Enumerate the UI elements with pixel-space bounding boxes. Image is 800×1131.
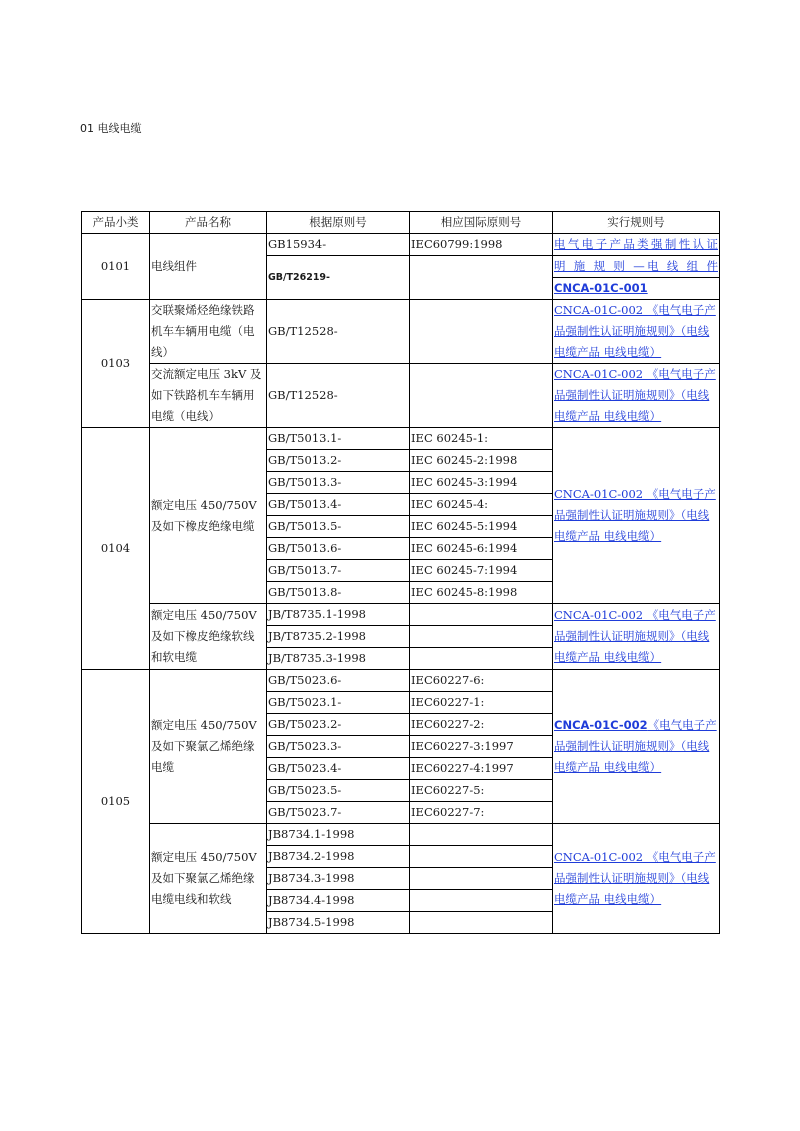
gb-standard: GB/T12528- <box>267 300 410 364</box>
product-name: 电线组件 <box>150 234 267 300</box>
header-rule: 实行规则号 <box>553 212 720 234</box>
gb-standard: GB/T5013.5- <box>267 516 410 538</box>
gb-standard: GB15934- <box>267 234 410 256</box>
iec-standard <box>410 364 553 428</box>
table-header-row <box>82 212 720 234</box>
table-row <box>82 234 720 256</box>
header-product-name: 产品名称 <box>150 212 267 234</box>
gb-standard: GB/T5023.4- <box>267 758 410 780</box>
gb-standard: GB/T5023.3- <box>267 736 410 758</box>
gb-standard: GB/T5013.7- <box>267 560 410 582</box>
header-category: 产品小类 <box>82 212 150 234</box>
rule-link[interactable]: CNCA-01C-002 《电气电子产品强制性认证明施规则》（电线电缆产品 电线电缆） <box>554 487 716 543</box>
iec-standard: IEC60227-2: <box>410 714 553 736</box>
product-standards-table <box>81 211 720 934</box>
iec-standard: IEC60227-5: <box>410 780 553 802</box>
rule-link[interactable]: 电气电子产品类强制性认证 <box>554 237 718 251</box>
rule-link[interactable]: CNCA-01C-002 《电气电子产品强制性认证明施规则》（电线电缆产品 电线电缆） <box>554 303 716 359</box>
iec-standard: IEC 60245-6:1994 <box>410 538 553 560</box>
iec-standard: IEC60799:1998 <box>410 234 553 256</box>
iec-standard: IEC60227-7: <box>410 802 553 824</box>
product-name: 交联聚烯烃绝缘铁路机车车辆用电缆（电线） <box>150 300 267 364</box>
product-name: 额定电压 450/750V 及如下橡皮绝缘软线和软电缆 <box>150 604 267 670</box>
gb-standard: GB/T5023.6- <box>267 670 410 692</box>
category-code: 0101 <box>82 234 150 300</box>
iec-standard: IEC 60245-8:1998 <box>410 582 553 604</box>
product-name: 额定电压 450/750V 及如下聚氯乙烯绝缘电缆 <box>150 670 267 824</box>
rule-link[interactable]: CNCA-01C-002 《电气电子产品强制性认证明施规则》（电线电缆产品 电线电缆） <box>554 608 716 664</box>
rule-cell <box>553 300 720 364</box>
iec-standard: IEC 60245-4: <box>410 494 553 516</box>
gb-standard: JB8734.1-1998 <box>267 824 410 846</box>
iec-standard <box>410 626 553 648</box>
table-row <box>82 604 720 626</box>
rule-link-code[interactable]: CNCA-01C-002 <box>554 718 648 732</box>
product-name: 交流额定电压 3kV 及如下铁路机车车辆用电缆（电线） <box>150 364 267 428</box>
header-iec-standard: 相应国际原则号 <box>410 212 553 234</box>
iec-standard <box>410 868 553 890</box>
rule-link[interactable]: 《电气电子产品强制性认证明施规则》（电线电缆产品 电线电缆） <box>554 718 717 774</box>
iec-standard <box>410 648 553 670</box>
iec-standard: IEC 60245-2:1998 <box>410 450 553 472</box>
rule-cell <box>553 256 720 278</box>
rule-cell <box>553 824 720 934</box>
category-code: 0105 <box>82 670 150 934</box>
gb-standard: GB/T26219- <box>267 256 410 300</box>
iec-standard: IEC 60245-3:1994 <box>410 472 553 494</box>
gb-standard: GB/T5023.5- <box>267 780 410 802</box>
rule-cell <box>553 428 720 604</box>
table-row <box>82 300 720 364</box>
iec-standard <box>410 846 553 868</box>
gb-standard: GB/T5023.7- <box>267 802 410 824</box>
iec-standard: IEC 60245-7:1994 <box>410 560 553 582</box>
iec-standard: IEC60227-1: <box>410 692 553 714</box>
iec-standard <box>410 824 553 846</box>
gb-standard: GB/T5013.3- <box>267 472 410 494</box>
category-code: 0103 <box>82 300 150 428</box>
gb-standard: JB/T8735.2-1998 <box>267 626 410 648</box>
gb-standard: GB/T5023.2- <box>267 714 410 736</box>
gb-standard: GB/T5023.1- <box>267 692 410 714</box>
gb-standard: GB/T5013.2- <box>267 450 410 472</box>
rule-link[interactable]: 明 施 规 则 —电 线 组 件 <box>554 259 718 273</box>
iec-standard: IEC 60245-1: <box>410 428 553 450</box>
iec-standard: IEC 60245-5:1994 <box>410 516 553 538</box>
iec-standard <box>410 256 553 300</box>
gb-standard: GB/T5013.8- <box>267 582 410 604</box>
table-row <box>82 364 720 428</box>
product-name: 额定电压 450/750V 及如下聚氯乙烯绝缘电缆电线和软线 <box>150 824 267 934</box>
product-name: 额定电压 450/750V 及如下橡皮绝缘电缆 <box>150 428 267 604</box>
page-heading: 01 电线电缆 <box>80 122 142 135</box>
gb-standard: GB/T5013.1- <box>267 428 410 450</box>
gb-standard: JB8734.4-1998 <box>267 890 410 912</box>
iec-standard <box>410 890 553 912</box>
gb-standard: JB8734.5-1998 <box>267 912 410 934</box>
rule-link[interactable]: CNCA-01C-002 《电气电子产品强制性认证明施规则》（电线电缆产品 电线电缆） <box>554 367 716 423</box>
rule-cell <box>553 278 720 300</box>
gb-standard: GB/T5013.6- <box>267 538 410 560</box>
rule-link[interactable]: CNCA-01C-001 <box>554 281 648 295</box>
iec-standard <box>410 300 553 364</box>
rule-cell <box>553 670 720 824</box>
iec-standard <box>410 912 553 934</box>
gb-standard: GB/T12528- <box>267 364 410 428</box>
table-row <box>82 824 720 846</box>
rule-cell <box>553 364 720 428</box>
rule-link[interactable]: CNCA-01C-002 《电气电子产品强制性认证明施规则》（电线电缆产品 电线电缆） <box>554 850 716 906</box>
gb-standard: JB8734.2-1998 <box>267 846 410 868</box>
rule-cell <box>553 604 720 670</box>
header-gb-standard: 根据原则号 <box>267 212 410 234</box>
iec-standard: IEC60227-6: <box>410 670 553 692</box>
iec-standard: IEC60227-3:1997 <box>410 736 553 758</box>
table-row <box>82 670 720 692</box>
gb-standard: GB/T5013.4- <box>267 494 410 516</box>
gb-standard: JB8734.3-1998 <box>267 868 410 890</box>
rule-cell <box>553 234 720 256</box>
iec-standard <box>410 604 553 626</box>
category-code: 0104 <box>82 428 150 670</box>
gb-standard: JB/T8735.1-1998 <box>267 604 410 626</box>
iec-standard: IEC60227-4:1997 <box>410 758 553 780</box>
table-row <box>82 428 720 450</box>
gb-standard: JB/T8735.3-1998 <box>267 648 410 670</box>
